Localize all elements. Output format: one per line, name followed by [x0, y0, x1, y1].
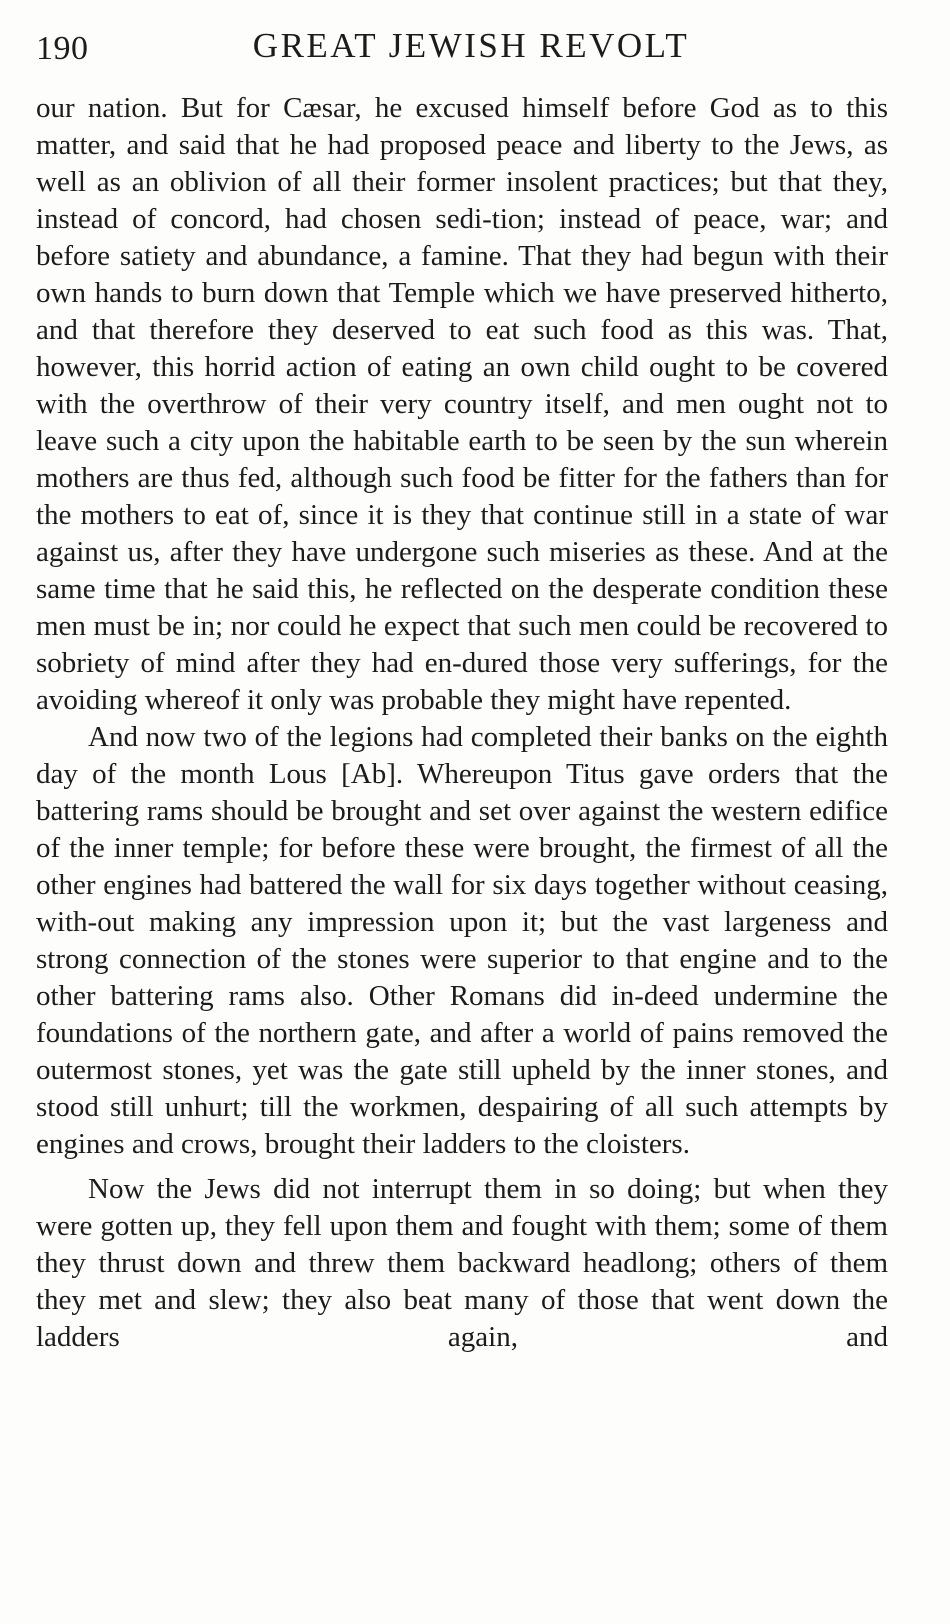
page-header [36, 26, 886, 76]
paragraph-legions: And now two of the legions had completed their banks on the eighth day of the month Lous [Ab]. Whereupon Titus gave orders that the battering rams should be brought and set over against the western edifice of the inner temple; for before these were brought, the firmest of all the other engines had battered the wall for six days together without ceasing, with-out making any impression upon it; but the vast largeness and strong connection of the stones were superior to that engine and to the other battering rams also. Other Romans did in-deed undermine the foundations of the northern gate, and after a world of pains removed the outermost stones, yet was the gate still upheld by the inner stones, and stood still unhurt; till the workmen, despairing of all such attempts by engines and crows, brought their ladders to the cloisters. [36, 721, 888, 1160]
paragraph-continuation: our nation. But for Cæsar, he excused himself before God as to this matter, and said that he had proposed peace and liberty to the Jews, as well as an oblivion of all their former insolent practices; but that they, instead of concord, had chosen sedi-tion; instead of peace, war; and before satiety and abundance, a famine. That they had begun with their own hands to burn down that Temple which we have preserved hitherto, and that therefore they deserved to eat such food as this was. That, however, this horrid action of eating an own child ought to be covered with the overthrow of their very country itself, and men ought not to leave such a city upon the habitable earth to be seen by the sun wherein mothers are thus fed, although such food be fitter for the fathers than for the mothers to eat of, since it is they that continue still in a state of war against us, after they have undergone such miseries as these. And at the same time that he said this, he reflected on the desperate condition these men must be in; nor could he expect that such men could be recovered to sobriety of mind after they had en-dured those very sufferings, for the avoiding whereof it only was probable they might have repented. [36, 92, 888, 716]
body-text [36, 90, 888, 1356]
page-number: 190 [36, 30, 89, 67]
running-head: GREAT JEWISH REVOLT [252, 26, 690, 65]
paragraph-jews-ladders: Now the Jews did not interrupt them in so doing; but when they were gotten up, they fell upon them and fought with them; some of them they thrust down and threw them backward headlong; others of them they met and slew; they also beat many of those that went down the ladders again, and [36, 1173, 888, 1353]
